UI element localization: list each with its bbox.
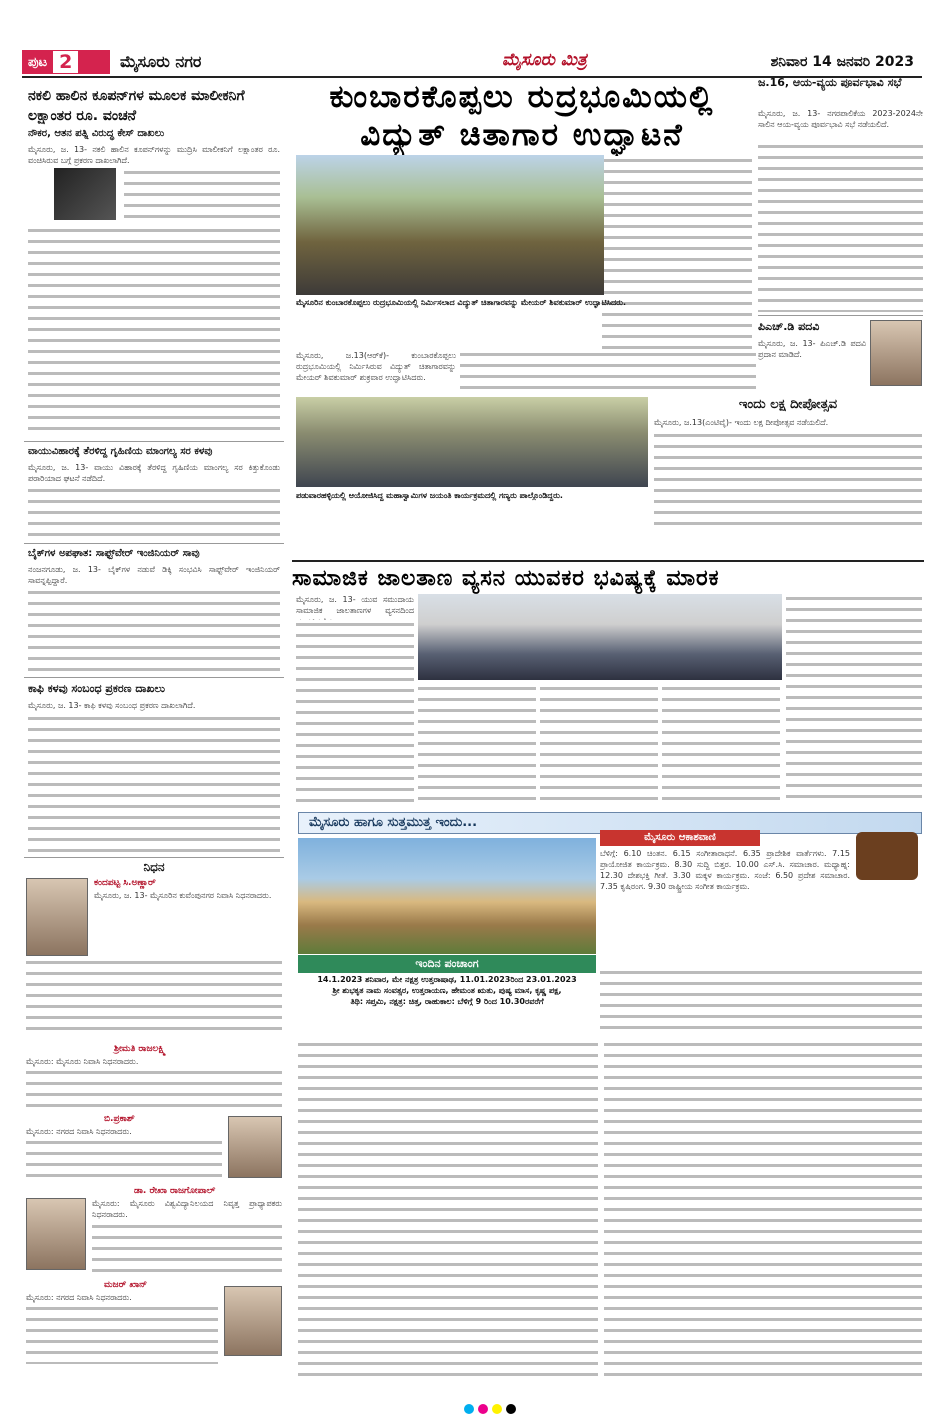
- story-lead: ಮೈಸೂರು, ಜ. 13- ಪಿಎಚ್.ಡಿ ಪದವಿ ಪ್ರದಾನ ಮಾಡಿದೆ.: [758, 339, 866, 359]
- lead-photo-caption: ಮೈಸೂರಿನ ಕುಂಬಾರಕೊಪ್ಪಲು ರುದ್ರಭೂಮಿಯಲ್ಲಿ ನಿರ್ಮಿಸಲಾದ ವಿದ್ಯುತ್ ಚಿತಾಗಾರವನ್ನು ಮೇಯರ್ ಶಿವಕುಮಾರ್ ಉದ್ಘಾಟಿಸಿದರು.: [296, 298, 626, 307]
- story-body-text: [28, 486, 280, 540]
- obituary-body: [26, 1068, 282, 1108]
- story-headline: ನಕಲಿ ಹಾಲಿನ ಕೂಪನ್‌ಗಳ ಮೂಲಕ ಮಾಲೀಕನಿಗೆ ಲಕ್ಷಾಂತರ ರೂ. ವಂಚನೆ: [28, 88, 245, 124]
- events-heading-text: ಮೈಸೂರು ಹಾಗೂ ಸುತ್ತಮುತ್ತ ಇಂದು...: [309, 815, 478, 830]
- obituary-section: [24, 860, 284, 1390]
- panchanga-label: ಇಂದಿನ ಪಂಚಾಂಗ: [298, 955, 596, 973]
- radio-icon: [856, 832, 918, 880]
- obituary-text: ಮೈಸೂರು: ಮೈಸೂರು ನಿವಾಸಿ ನಿಧನರಾದರು.: [26, 1057, 139, 1066]
- story-lead: ನಂಜನಗೂಡು, ಜ. 13- ಬೈಕ್‌ಗಳ ನಡುವೆ ಡಿಕ್ಕಿ ಸಂಭವಿಸಿ ಸಾಫ್ಟ್‌ವೇರ್ ಇಂಜಿನಿಯರ್ ಸಾವನ್ನಪ್ಪಿದ್ದಾರೆ.: [28, 565, 280, 585]
- obituary-body: [26, 1138, 222, 1182]
- issue-date: ಶನಿವಾರ 14 ಜನವರಿ 2023: [770, 54, 914, 70]
- events-listing-column: [604, 1040, 922, 1376]
- page-number: 2: [53, 51, 78, 73]
- story-body-text: [124, 168, 280, 220]
- obituary-portrait: [224, 1286, 282, 1356]
- lead-story-lead-text: ಮೈಸೂರು, ಜ.13(ಆರ್‌ಕೆ)- ಕುಂಬಾರಕೊಪ್ಪಲು ರುದ್ರಭೂಮಿಯಲ್ಲಿ ನಿರ್ಮಿಸಿರುವ ವಿದ್ಯುತ್ ಚಿತಾಗಾರವನ್ನು ಮೇಯರ್ ಶಿವಕುಮಾರ್ ಶುಕ್ರವಾರ ಉದ್ಘಾಟಿಸಿದರು.: [296, 351, 456, 382]
- radio-schedule: ಬೆಳಿಗ್ಗೆ: 6.10 ಚಿಂತನ. 6.15 ಸಂಗೀತಾರಾಧನೆ. 6.35 ಪ್ರಾದೇಶಿಕ ವಾರ್ತೆಗಳು. 7.15 ಪ್ರಾಯೋಜಿತ ಕಾರ್ಯಕ್ರಮ. 8.30 ಸುದ್ದಿ ಬಿತ್ತರ. 10.00 ಎಸ್.ಸಿ. ಸಮಾಚಾರ. ಮಧ್ಯಾಹ್ನ: 12.30 ದೇಶಭಕ್ತಿ ಗೀತೆ. 3.30 ಮಕ್ಕಳ ಕಾರ್ಯಕ್ರಮ. ಸಂಜೆ: 6.50 ಪ್ರದೇಶ ಸಮಾಚಾರ. 7.35 ಕೃಷಿರಂಗ. 9.30 ರಾಷ್ಟ್ರೀಯ ಸಂಗೀತ ಕಾರ್ಯಕ್ರಮ.: [600, 849, 850, 891]
- obituary-name: ಶ್ರೀಮತಿ ರಾಜಲಕ್ಷ್ಮಿ: [114, 1044, 166, 1054]
- lead-headline-line2: ವಿದ್ಯುತ್ ಚಿತಾಗಾರ ಉದ್ಘಾಟನೆ: [360, 117, 684, 153]
- radio-schedule-more: [600, 968, 922, 1034]
- middle-photo-caption: ಪಡುವಾರಹಳ್ಳಿಯಲ್ಲಿ ಆಯೋಜಿಸಿದ್ದ ಮಹಾಸ್ವಾಮಿಗಳ ಜಯಂತಿ ಕಾರ್ಯಕ್ರಮದಲ್ಲಿ ಗಣ್ಯರು ಪಾಲ್ಗೊಂಡಿದ್ದರು.: [296, 491, 563, 500]
- story-body-text: [296, 620, 414, 806]
- story-headline: ವಾಯುವಿಹಾರಕ್ಕೆ ತೆರಳಿದ್ದ ಗೃಹಿಣಿಯ ಮಾಂಗಲ್ಯ ಸರ ಕಳವು: [28, 446, 213, 457]
- color-registration-mark: [506, 1404, 516, 1414]
- obituary-name: ಕಂದಪಟ್ಟ ಸಿ.ಅಣ್ಣಾರ್: [94, 878, 156, 888]
- panchanga-line: ಶ್ರೀ ಶುಭಕೃತ ನಾಮ ಸಂವತ್ಸರ, ಉತ್ತರಾಯಣ, ಹೇಮಂತ ಋತು, ಪುಷ್ಯ ಮಾಸ, ಕೃಷ್ಣ ಪಕ್ಷ,: [332, 986, 562, 995]
- color-registration-mark: [478, 1404, 488, 1414]
- right-story-deepotsava: [654, 397, 922, 537]
- obituary-body: [26, 1304, 218, 1364]
- phd-recipient-portrait: [870, 320, 922, 386]
- radio-heading: ಮೈಸೂರು ಆಕಾಶವಾಣಿ: [600, 830, 760, 846]
- left-story-milk-coupon: [24, 86, 284, 442]
- left-story-chain-snatching: [24, 446, 284, 544]
- obituary-name: ಬಿ.ಪ್ರಕಾಶ್: [104, 1114, 135, 1124]
- story-body-text: [758, 142, 923, 312]
- story-body-text: [28, 226, 280, 436]
- second-story-headline: ಸಾಮಾಜಿಕ ಜಾಲತಾಣ ವ್ಯಸನ ಯುವಕರ ಭವಿಷ್ಯಕ್ಕೆ ಮಾರಕ: [292, 560, 924, 594]
- story-lead: ಮೈಸೂರು, ಜ. 13- ನಕಲಿ ಹಾಲಿನ ಕೂಪನ್‌ಗಳನ್ನು ಮುದ್ರಿಸಿ ಮಾಲೀಕನಿಗೆ ಲಕ್ಷಾಂತರ ರೂ. ವಂಚಿಸಿರುವ ಬಗ್ಗೆ ಪ್ರಕರಣ ದಾಖಲಾಗಿದೆ.: [28, 145, 280, 165]
- obituary-portrait: [26, 1198, 86, 1270]
- crime-graphic-image: [54, 168, 116, 220]
- story-body-text: [28, 714, 280, 854]
- story-lead: ಮೈಸೂರು, ಜ. 13- ನಗರಪಾಲಿಕೆಯ 2023-2024ನೇ ಸಾಲಿನ ಆಯ-ವ್ಯಯ ಪೂರ್ವಭಾವಿ ಸಭೆ ನಡೆಯಲಿದೆ.: [758, 109, 923, 129]
- panchanga-line: ತಿಥಿ: ಸಪ್ತಮಿ, ನಕ್ಷತ್ರ: ಚಿತ್ತ, ರಾಹುಕಾಲ: ಬೆಳಿಗ್ಗೆ 9 ರಿಂದ 10.30ರವರೆಗೆ: [350, 997, 544, 1006]
- story-lead: ಮೈಸೂರು, ಜ. 13- ಕಾಫಿ ಕಳವು ಸಂಬಂಧ ಪ್ರಕರಣ ದಾಖಲಾಗಿದೆ.: [28, 701, 196, 710]
- panchanga-box: [298, 974, 596, 1034]
- story-body-text: [786, 594, 922, 806]
- story-body-text: [28, 588, 280, 674]
- jayanthi-event-photo: [296, 397, 648, 487]
- story-body-text: [418, 684, 536, 806]
- obituary-portrait: [228, 1116, 282, 1178]
- events-listing-column: [298, 1040, 598, 1376]
- panchanga-line: 14.1.2023 ಶನಿವಾರ, ಮೇ ನಕ್ಷತ್ರ ಉತ್ತರಾಷಾಢ, 11.01.2023ರಿಂದ 23.01.2023: [317, 975, 577, 984]
- obituary-portrait: [26, 878, 88, 956]
- newspaper-logo: ಮೈಸೂರು ಮಿತ್ರ: [502, 50, 587, 70]
- obituary-text: ಮೈಸೂರು: ನಗರದ ನಿವಾಸಿ ನಿಧನರಾದರು.: [26, 1293, 132, 1302]
- masthead: [22, 48, 922, 78]
- story-headline: ಪಿಎಚ್.ಡಿ ಪದವಿ: [758, 320, 820, 333]
- right-story-budget-meeting: [758, 76, 923, 316]
- obituary-name: ಡಾ. ರೇಖಾ ರಾಜಗೋಪಾಲ್: [134, 1186, 216, 1196]
- obituary-text: ಮೈಸೂರು: ನಗರದ ನಿವಾಸಿ ನಿಧನರಾದರು.: [26, 1127, 132, 1136]
- story-lead: ಮೈಸೂರು, ಜ. 13- ಯುವ ಸಮುದಾಯ ಸಾಮಾಜಿಕ ಜಾಲತಾಣಗಳ ವ್ಯಸನದಿಂದ: [296, 595, 414, 615]
- story-body-text: [540, 684, 658, 806]
- story-headline: ಜ.16, ಆಯ-ವ್ಯಯ ಪೂರ್ವಭಾವಿ ಸಭೆ: [758, 76, 902, 89]
- left-story-coffee-theft: [24, 682, 284, 858]
- obituary-text: ಮೈಸೂರು, ಜ. 13- ಮೈಸೂರಿನ ಕುವೆಂಪುನಗರ ನಿವಾಸಿ ನಿಧನರಾದರು.: [94, 891, 272, 900]
- color-registration-mark: [464, 1404, 474, 1414]
- lead-story-body: [460, 350, 756, 392]
- story-headline: ಇಂದು ಲಕ್ಷ ದೀಪೋತ್ಸವ: [738, 397, 838, 412]
- left-story-bike-accident: [24, 548, 284, 678]
- obituary-body: [92, 1222, 282, 1274]
- mysore-palace-photo: [298, 838, 596, 954]
- story-lead: ಮೈಸೂರು, ಜ.13(ಎಂಟಿವೈ)- ಇಂದು ಲಕ್ಷ ದೀಪೋತ್ಸವ ನಡೆಯಲಿದೆ.: [654, 418, 829, 427]
- obituary-heading: ನಿಧನ: [143, 860, 165, 874]
- crematorium-inauguration-photo: [296, 155, 604, 295]
- lead-headline-line1: ಕುಂಬಾರಕೊಪ್ಪಲು ರುದ್ರಭೂಮಿಯಲ್ಲಿ: [329, 79, 715, 115]
- story-body-text: [662, 684, 780, 806]
- obituary-name: ಮಜರ್ ಖಾನ್: [104, 1280, 148, 1290]
- story-body-text: [654, 431, 922, 531]
- page-badge: [22, 50, 110, 74]
- right-story-phd: [758, 320, 923, 390]
- story-headline: ಬೈಕ್‌ಗಳ ಅಪಘಾತ: ಸಾಫ್ಟ್‌ವೇರ್ ಇಂಜಿನಿಯರ್ ಸಾವು: [28, 548, 200, 559]
- story-headline: ಕಾಫಿ ಕಳವು ಸಂಬಂಧ ಪ್ರಕರಣ ದಾಖಲು: [28, 682, 165, 695]
- seminar-photo: [418, 594, 782, 680]
- section-name: ಮೈಸೂರು ನಗರ: [120, 52, 202, 71]
- story-lead: ಮೈಸೂರು, ಜ. 13- ವಾಯು ವಿಹಾರಕ್ಕೆ ತೆರಳಿದ್ದ ಗೃಹಿಣಿಯ ಮಾಂಗಲ್ಯ ಸರ ಕಿತ್ತುಕೊಂಡು ಪರಾರಿಯಾದ ಘಟನೆ ನಡೆದಿದೆ.: [28, 463, 280, 483]
- color-registration-mark: [492, 1404, 502, 1414]
- story-subhead: ನೌಕರ, ಆತನ ಪತ್ನಿ ವಿರುದ್ಧ ಕೇಸ್ ದಾಖಲು: [28, 128, 165, 139]
- obituary-body: [26, 958, 282, 1038]
- page-label: ಪುಟ: [28, 54, 48, 70]
- obituary-text: ಮೈಸೂರು: ಮೈಸೂರು ವಿಶ್ವವಿದ್ಯಾನಿಲಯದ ನಿವೃತ್ತ ಪ್ರಾಧ್ಯಾಪಕರು ನಿಧನರಾದರು.: [92, 1199, 282, 1219]
